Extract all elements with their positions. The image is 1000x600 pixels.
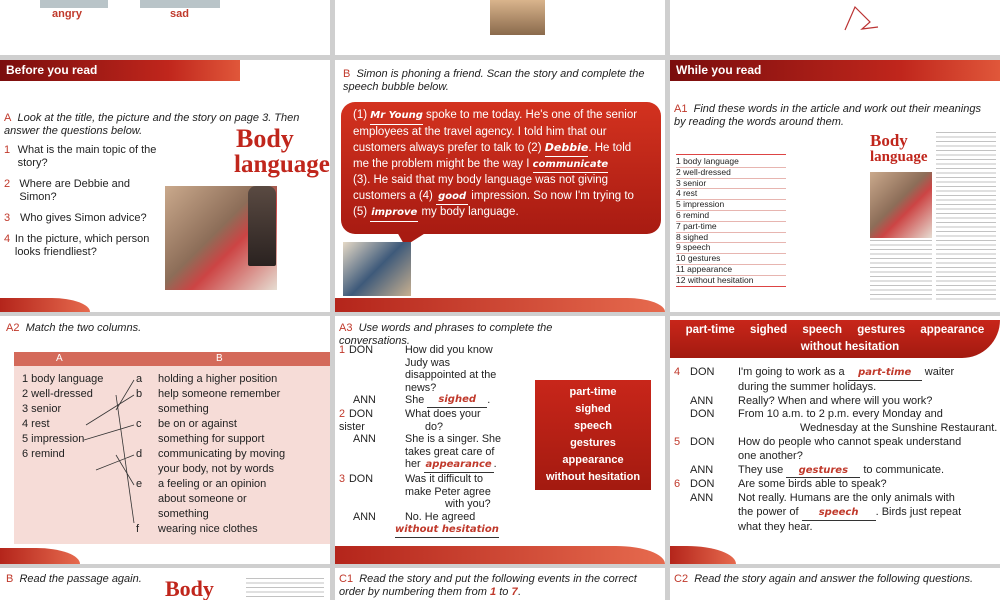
title-line-2: language	[234, 151, 330, 178]
row-a-2: 2 well-dressed	[22, 388, 93, 400]
slide-a3-continued	[670, 316, 1000, 564]
row-b: be on or against	[158, 418, 237, 430]
conv-number: 3	[339, 472, 346, 485]
body-language-title	[236, 126, 330, 178]
section-letter: B	[343, 68, 351, 80]
instruction	[6, 322, 141, 335]
conv-line: How did you know	[405, 344, 493, 356]
answer-3: communicate	[533, 157, 609, 174]
word-list	[676, 154, 786, 287]
standing-man-image	[248, 186, 276, 266]
phrase-banner	[670, 320, 1000, 358]
conv-line: Judy was	[405, 356, 451, 369]
word-item: 9 speech	[676, 243, 786, 254]
instruction-text: Read the story and put the following events in the correct order by numbering them from	[339, 573, 637, 598]
instruction-text: Match the two columns.	[25, 322, 142, 334]
speaker: ANN	[353, 510, 376, 523]
row-b: holding a higher position	[158, 373, 278, 385]
row-b: wearing nice clothes	[158, 523, 258, 535]
decorative-swoosh	[335, 546, 665, 564]
instruction	[343, 68, 661, 94]
title-line-2: language	[870, 149, 928, 165]
decorative-swoosh	[670, 546, 736, 564]
slide-a2-match	[0, 316, 330, 564]
section-code: C2	[674, 573, 689, 585]
slide-speech-bubble	[335, 60, 665, 312]
q-num: 2	[4, 178, 11, 190]
question-2	[4, 178, 164, 204]
conv-line: one another?	[738, 449, 803, 462]
letter-d: d	[136, 448, 143, 460]
simon-phone-photo	[343, 242, 411, 296]
conv-line: How do people who cannot speak understand	[738, 435, 962, 448]
instruction	[6, 573, 146, 586]
answer-without-hesitation: without hesitation	[395, 524, 499, 538]
instruction-text: Read the passage again.	[19, 573, 142, 585]
title-line-1: Body	[870, 131, 908, 150]
phrase-item: appearance	[562, 454, 624, 466]
instruction-text: Find these words in the article and work out their meanings by reading the words around them.	[674, 103, 981, 128]
conv-line: with you?	[445, 498, 491, 511]
letter-column	[136, 372, 150, 537]
speaker: DON	[349, 407, 373, 420]
speaker: DON	[690, 408, 715, 421]
decorative-swoosh	[0, 548, 80, 564]
label-sad: sad	[170, 8, 189, 20]
row-a-6: 6 remind	[22, 448, 65, 460]
instruction	[674, 573, 996, 586]
answer-speech: speech	[802, 506, 876, 521]
q-text: What is the main topic of the story?	[17, 144, 157, 169]
q-num: 1	[4, 144, 11, 156]
row-b: a feeling or an opinion	[158, 478, 267, 490]
row-b: something	[158, 508, 209, 520]
word-item: 1 body language	[676, 157, 786, 168]
speaker: DON	[349, 344, 373, 356]
bubble-text: (3)	[353, 174, 368, 186]
conv-line: disappointed at the	[405, 369, 497, 382]
section-code: A2	[6, 322, 20, 334]
row-b: communicating by moving	[158, 448, 286, 460]
conv-line: What does your	[405, 407, 481, 420]
article-text-preview	[246, 578, 324, 598]
conv-number: 1	[339, 344, 346, 356]
bubble-text: spoke to me today. He's one of the senior employees at the travel agency. I told him that our customers always prefer to talk to (2)	[353, 109, 638, 154]
row-a-3: 3 senior	[22, 403, 62, 415]
answer-appearance: appearance	[424, 459, 494, 473]
match-table	[14, 352, 330, 544]
range-end: 7	[511, 586, 518, 598]
conv-number: 5	[674, 435, 681, 448]
bubble-text: . He told me the problem might be the way I	[353, 142, 632, 170]
answer-sighed: sighed	[427, 394, 487, 408]
conv-line: Are some birds able to speak?	[738, 478, 887, 491]
q-num: 3	[4, 212, 11, 224]
word-item: 5 impression	[676, 200, 786, 211]
word-item: 4 rest	[676, 189, 786, 200]
conversation-block: 1 DON How did you know Judy was disappointed at the news? ANN She sighed . 2 DON What does your sister do? ANN She is a singer. She takes great care of her appearance . 3 DON Was it difficult to make Peter agree with you? ANN No. He agreed without hesitation	[339, 344, 525, 538]
decorative-swoosh	[335, 298, 665, 312]
column-b	[158, 372, 328, 537]
section-code: A3	[339, 322, 353, 334]
answer-part-time: part-time	[848, 366, 922, 381]
conv-number: 2	[339, 407, 346, 420]
answer-5: improve	[370, 205, 418, 222]
instruction-text: Use words and phrases to complete the conversations.	[339, 322, 553, 347]
word-item: 3 senior	[676, 179, 786, 190]
slide-a3-conversations	[335, 316, 665, 564]
conversation-block	[674, 366, 1000, 535]
question-list	[4, 144, 164, 259]
conv-line: waiter	[924, 366, 955, 378]
speaker: ANN	[353, 433, 376, 446]
phrase-item: without hesitation	[545, 471, 641, 483]
phrase-item: speech	[574, 420, 612, 432]
letter-b: b	[136, 388, 143, 400]
speaker: DON	[349, 472, 373, 485]
speaker: DON	[690, 366, 715, 378]
answer-gestures: gestures	[786, 464, 860, 479]
conv-line: Really? When and where will you work?	[738, 394, 933, 407]
conv-line: the power of	[738, 505, 799, 518]
word-item: 7 part-time	[676, 222, 786, 233]
word-item: 11 appearance	[676, 265, 786, 276]
conv-line: Was it difficult to	[405, 472, 484, 485]
letter-c: c	[136, 418, 142, 430]
top-slide-middle	[335, 0, 665, 55]
conv-line: takes great care of	[405, 445, 495, 458]
bottom-slide-b	[0, 568, 330, 600]
article-text-column-2	[936, 132, 996, 300]
row-a-1: 1 body language	[22, 373, 104, 385]
row-a-4: 4 rest	[22, 418, 50, 430]
column-a-header: A	[56, 353, 63, 364]
word-item: 2 well-dressed	[676, 168, 786, 179]
word-item: 12 without hesitation	[676, 274, 754, 285]
letter-a: a	[136, 373, 143, 385]
conv-line: news?	[405, 381, 437, 394]
row-b: your body, not by words	[158, 463, 274, 475]
row-a-5: 5 impression	[22, 433, 85, 445]
section-header: While you read	[670, 60, 1000, 81]
bottom-slide-c1	[335, 568, 665, 600]
title-line-1: Body	[236, 124, 294, 153]
conv-line: No. He agreed	[405, 510, 476, 523]
conv-line: to communicate.	[863, 463, 945, 476]
instruction-text: to	[499, 586, 509, 598]
conv-line: her	[405, 458, 421, 471]
speaker: DON	[690, 435, 715, 448]
slide-before-you-read	[0, 60, 330, 312]
bubble-text: . He said that my body language was not giving customers a (4)	[353, 174, 609, 202]
phrase-line-1: part-time sighed speech gestures appearance	[685, 324, 985, 336]
conv-line: She	[405, 394, 425, 407]
conv-line: make Peter agree	[405, 485, 491, 498]
conv-line: . Birds just repeat	[875, 505, 962, 518]
speaker: ANN	[690, 463, 714, 476]
q-text: Who gives Simon advice?	[20, 212, 147, 224]
conv-number: 6	[674, 478, 681, 491]
letter-f: f	[136, 523, 140, 535]
label-angry: angry	[52, 8, 82, 20]
conv-line: sister	[339, 420, 365, 433]
phrase-box	[535, 380, 651, 490]
speaker: ANN	[690, 492, 714, 505]
conv-line: during the summer holidays.	[738, 380, 877, 393]
q-text: In the picture, which person looks friendliest?	[14, 233, 150, 258]
speaker: ANN	[690, 394, 714, 407]
word-item: 10 gestures	[676, 254, 786, 265]
phrase-item: part-time	[569, 386, 617, 398]
conv-line: Wednesday at the Sunshine Restaurant.	[800, 422, 998, 435]
row-b: help someone remember	[158, 388, 281, 400]
bubble-text: my body language.	[418, 206, 519, 218]
speaker: ANN	[353, 394, 376, 407]
answer-2: Debbie	[545, 140, 589, 157]
conv-number: 4	[674, 366, 681, 378]
top-slide-right	[670, 0, 1000, 55]
top-slide-left	[0, 0, 330, 55]
phrase-item: gestures	[570, 437, 616, 449]
question-4	[4, 233, 164, 259]
range-start: 1	[490, 586, 497, 598]
conv-line: what they hear.	[738, 520, 813, 533]
question-1	[4, 144, 164, 170]
row-b: something for support	[158, 433, 265, 445]
row-b: something	[158, 403, 209, 415]
decorative-swoosh	[0, 298, 90, 312]
speech-bubble	[341, 102, 661, 234]
sketch-icon	[840, 2, 885, 32]
word-item: 8 sighed	[676, 233, 786, 244]
instruction-text: Simon is phoning a friend. Scan the story and complete the speech bubble below.	[343, 68, 645, 93]
section-letter: A	[4, 112, 12, 124]
bubble-text: impression. So now I'm trying to (5)	[353, 189, 634, 218]
slide-while-you-read	[670, 60, 1000, 312]
conv-line: Not really. Humans are the only animals with	[738, 492, 955, 505]
answer-4: good	[436, 189, 468, 206]
section-header: Before you read	[0, 60, 240, 81]
body-language-title	[870, 132, 928, 166]
conv-line: do?	[425, 420, 444, 433]
conv-line: I'm going to work as a	[738, 366, 845, 378]
instruction	[674, 103, 994, 129]
conv-line: From 10 a.m. to 2 p.m. every Monday and	[738, 408, 943, 421]
article-text-column-1	[870, 240, 932, 300]
figure-image	[490, 0, 545, 35]
instruction-text: Look at the title, the picture and the story on page 3. Then answer the questions below.	[4, 112, 300, 137]
conv-line: She is a singer. She	[405, 433, 502, 446]
word-item: 6 remind	[676, 211, 786, 222]
section-code: C1	[339, 573, 354, 585]
bottom-slide-c2	[670, 568, 1000, 600]
q-text: Where are Debbie and Simon?	[19, 178, 131, 203]
bubble-text: (1)	[353, 109, 368, 121]
section-letter: B	[6, 573, 14, 585]
section-code: A1	[674, 103, 688, 115]
column-b-header: B	[216, 353, 223, 364]
article-photo	[870, 172, 932, 238]
letter-e: e	[136, 478, 143, 490]
conv-line: They use	[738, 463, 784, 476]
row-b: about someone or	[158, 493, 247, 505]
phrase-line-2: without hesitation	[800, 341, 900, 353]
instruction: C1 Read the story and put the following events in the correct order by numbering them from 1 to 7.	[339, 573, 637, 598]
body-title: Body	[165, 576, 214, 600]
speaker: DON	[690, 478, 715, 491]
instruction-text: Read the story again and answer the following questions.	[694, 573, 974, 585]
answer-1: Mr Young	[370, 108, 423, 125]
emotion-image-2	[140, 0, 220, 8]
emotion-image-1	[40, 0, 108, 8]
question-3	[4, 212, 164, 225]
phrase-item: sighed	[575, 403, 611, 415]
q-num: 4	[4, 233, 11, 245]
